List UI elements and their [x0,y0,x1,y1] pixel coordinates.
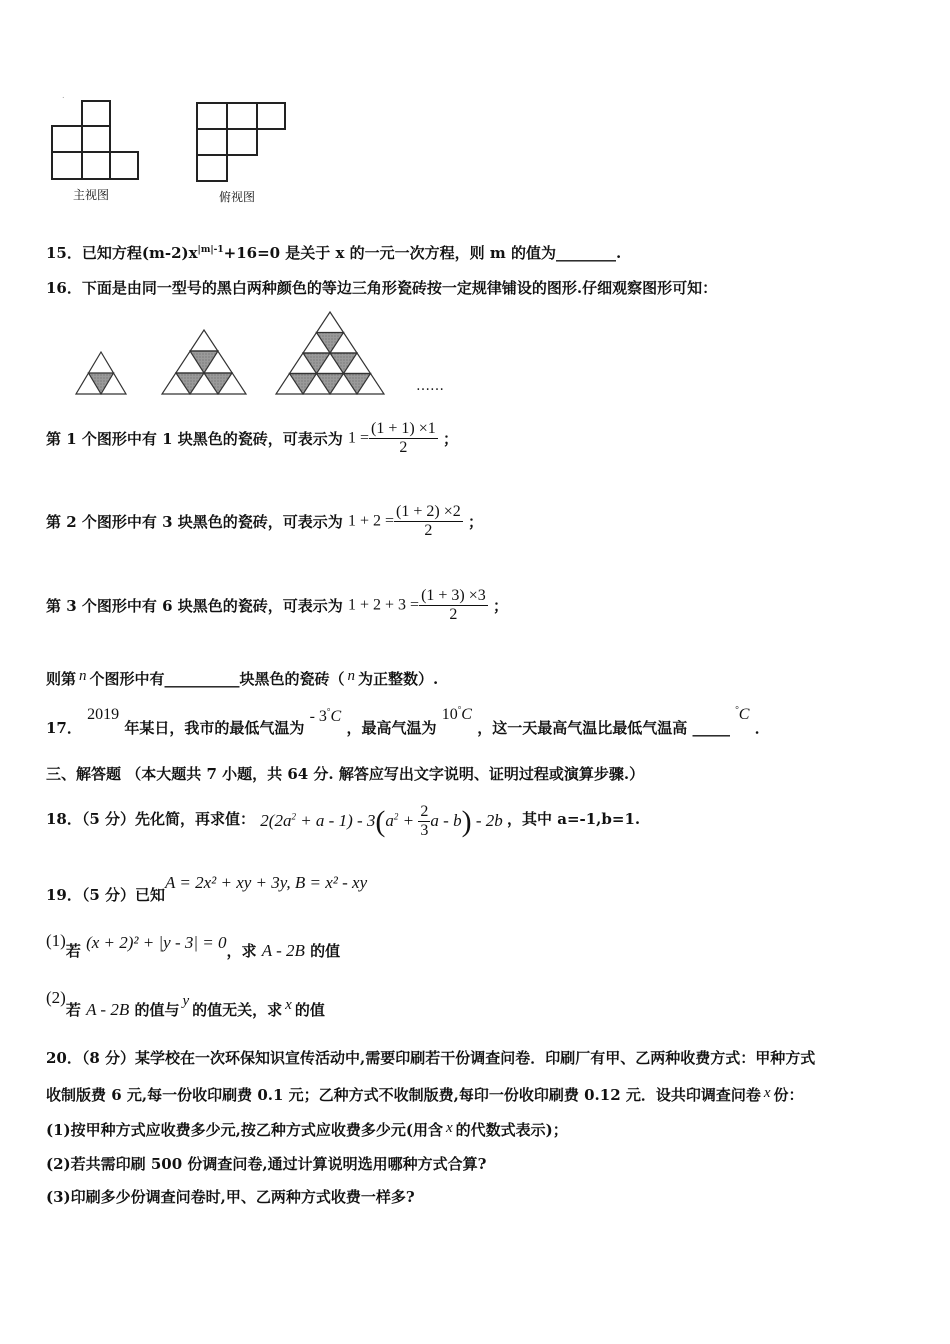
q17-high-temp [442,706,472,723]
q18-frac-den: 3 [420,822,429,840]
q20-sub-1-a: (1)按甲种方式应收费多少元,按乙种方式应收费多少元(用含 [46,1121,443,1139]
top-view-figure [185,95,295,190]
q18-expr-e: a - b [430,810,462,830]
top-view-label: 俯视图 [219,190,256,204]
q17-high-degree: ° [457,704,462,715]
q17-answer-unit-c: C [738,706,750,723]
q20-line-2-x: x [763,1085,771,1101]
q16-text: 下面是由同一型号的黑白两种颜色的等边三角形瓷砖按一定规律铺设的图形.仔细观察图形可知： [81,279,718,297]
q19-p2-b: 的值与 [134,1001,180,1019]
q17-low-unit: C [330,708,342,725]
q18-suffix: ，其中 a=-1,b=1. [507,809,641,828]
q16-line-2-lhs: 1 + 2 = [348,512,395,530]
q16-line-1-end: ； [442,430,458,448]
q17-answer-unit [735,706,749,723]
q19-p2-a: 若 [65,1001,81,1019]
q19-p1-expr: (x + 2)² + |y - 3| = 0 [86,933,227,952]
q16-line-3-lhs: 1 + 2 + 3 = [348,596,420,614]
q16-line-3-fraction [419,587,488,624]
q18-expression: $2(2a^2 + a - 1) - 3(a^2$ + $\frac{2}{3}$ a - b) - 2b [260,803,503,840]
q19-p1-expr2: A - 2B [261,941,305,960]
q16-line-2-denominator: 2 [394,521,463,540]
q15-exponent: |m|-1 [197,245,224,255]
triangle-figure-1 [76,352,126,394]
q20-line-1: 20．（8 分）某学校在一次环保知识宣传活动中,需要印刷若干份调查问卷．印刷厂有甲、乙两种收费方式：甲种方式 [46,1049,816,1067]
q15-text-before: 已知方程(m-2)x [81,244,198,262]
q16-line-2 [46,503,483,540]
q16-line-2-text: 第 2 个图形中有 3 块黑色的瓷砖，可表示为 [46,513,343,531]
q15-text-after: +16=0 是关于 x 的一元一次方程，则 m 的值为 [223,244,556,262]
triangle-tiling-figures [70,308,470,400]
q19-p2-x: x [285,997,292,1013]
q20-sub-1-b: 的代数式表示)； [455,1121,568,1139]
q16-line-3-numerator: (1 + 3) ×3 [421,587,486,604]
q16-final [46,668,438,689]
q20-line-2 [46,1084,804,1105]
question-15 [46,242,621,263]
q19-p1-b: ，求 [226,942,257,960]
q16-line-3-text: 第 3 个图形中有 6 块黑色的瓷砖，可表示为 [46,597,343,615]
q19-p1-c: 的值 [310,942,341,960]
q17-blank[interactable]: _____ [692,719,730,737]
q17-year: 2019 [87,706,120,723]
q20-sub-1-x: x [445,1120,453,1136]
q15-blank[interactable]: ________ [556,244,616,262]
q20-sub-2: (2)若共需印刷 500 份调查问卷,通过计算说明选用哪种方式合算? [46,1155,487,1173]
q17-high-value: 10 [441,706,458,723]
svg-text:.: . [62,95,65,100]
q16-line-1-numerator: (1 + 1) ×1 [371,420,436,437]
q20-line-2-b: 份： [773,1086,804,1104]
q19-p2-expr: A - 2B [86,1000,130,1019]
q17-low-degree: ° [326,706,331,717]
q19-p1-a: 若 [65,942,81,960]
q15-number: 15． [46,244,82,262]
q18-frac-num: 2 [420,803,429,821]
question-18 [46,793,640,839]
q17-number: 17． [46,719,82,737]
front-view-label: 主视图 [73,188,110,202]
q18-prefix: 18．（5 分）先化简，再求值： [46,809,256,828]
q16-number: 16． [46,279,82,297]
q20-sub-1 [46,1119,568,1140]
q20-line-2-a: 收制版费 6 元,每一份收印刷费 0.1 元；乙种方式不收制版费,每印一份收印刷费 0.12 元．设共印调查问卷 [46,1086,761,1104]
q17-text-a: 年某日，我市的最低气温为 [124,719,305,737]
q18-expr-c: a [385,810,394,830]
q19-part-1 [46,930,340,960]
q15-end: . [616,244,622,262]
q16-line-1-text: 第 1 个图形中有 1 块黑色的瓷砖，可表示为 [46,430,343,448]
q16-var-n: n [79,668,87,684]
triangle-figure-3 [276,312,384,394]
q17-text-b: ，最高气温为 [346,719,437,737]
q16-final-b: 个图形中有 [89,670,165,688]
q18-expr-b: + a - 1) - 3 [295,810,376,830]
q16-line-1-fraction [369,420,438,457]
section-3-title: 三、解答题 （本大题共 7 小题，共 64 分. 解答应写出文字说明、证明过程或演算步骤.） [46,765,645,783]
q19-expression: A = 2x² + xy + 3y, B = x² - xy [165,873,368,892]
q19-part-2 [46,987,325,1017]
q19-p2-label: (2) [46,988,66,1007]
q16-final-blank[interactable]: __________ [164,670,240,688]
q16-line-2-fraction [394,503,463,540]
q17-low-value: - 3 [309,708,327,725]
q17-answer-degree: ° [735,704,739,715]
q19-p1-label: (1) [46,931,66,950]
triangle-figure-2 [162,330,246,394]
q16-line-3-end: ； [493,597,509,615]
q16-line-3-denominator: 2 [419,605,488,624]
q19-p2-d: 的值 [294,1001,325,1019]
question-19 [46,872,367,902]
q18-fraction [418,803,430,840]
q16-line-2-numerator: (1 + 2) ×2 [396,503,461,520]
q19-p2-y: y [182,993,190,1009]
q17-end: ． [754,719,770,737]
question-17 [46,705,770,739]
q16-var-n-2: n [347,668,356,684]
q16-final-c: 块黑色的瓷砖（ [239,670,345,688]
q16-line-1-lhs: 1 = [348,429,370,447]
q16-line-1-denominator: 2 [369,438,438,457]
question-16 [46,277,717,298]
q19-p2-c: 的值无关，求 [192,1001,283,1019]
front-view-figure [40,95,150,190]
q16-final-d: 为正整数）. [358,670,439,688]
q18-expr-d: + [398,810,419,830]
q16-final-a: 则第 [46,670,77,688]
q16-line-1 [46,420,458,457]
q17-high-unit: C [461,706,472,723]
q20-sub-3: (3)印刷多少份调查问卷时,甲、乙两种方式收费一样多? [46,1188,415,1206]
q18-expr-a: 2(2a [260,810,292,830]
q17-low-temp [310,708,342,725]
q16-line-2-end: ； [467,513,483,531]
q18-expr-f: - 2b [471,810,503,830]
q19-prefix: 19．（5 分）已知 [46,886,166,904]
q17-text-c: ，这一天最高气温比最低气温高 [477,719,688,737]
q16-line-3 [46,587,508,624]
triangle-ellipsis: …… [416,378,444,394]
